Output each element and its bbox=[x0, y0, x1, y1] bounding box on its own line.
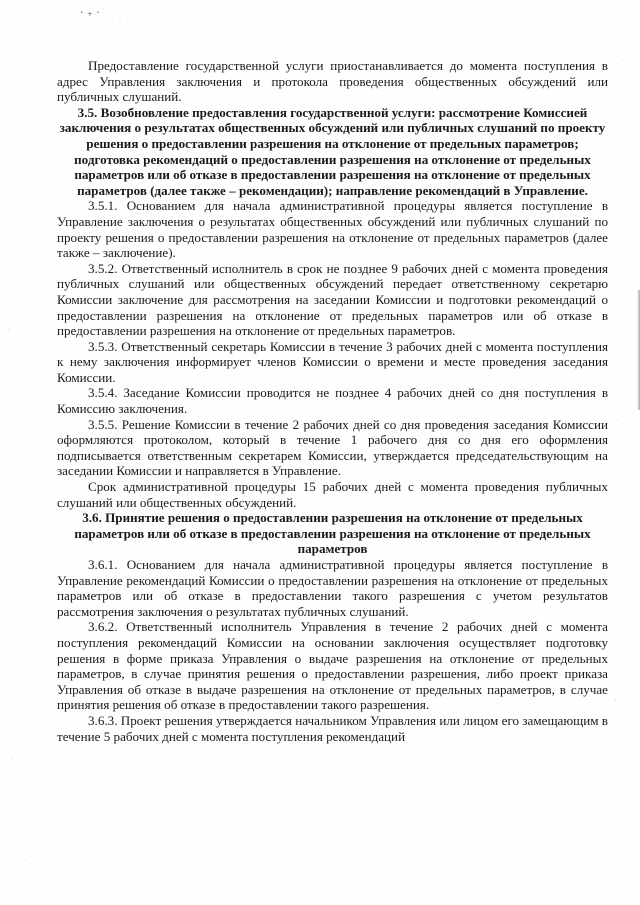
paragraph-3-5-term: Срок административной процедуры 15 рабочих дней с момента проведения публичных слушаний или общественных обсуждений. bbox=[57, 479, 608, 510]
section-heading-3-6: 3.6. Принятие решения о предоставлении разрешения на отклонение от предельных параметров или об отказе в предоставлении разрешения на отклонение от предельных параметров bbox=[74, 510, 591, 557]
paragraph-3-6-3: 3.6.3. Проект решения утверждается начальником Управления или лицом его замещающим в течение 5 рабочих дней с момента поступления рекомендаций bbox=[57, 712, 608, 744]
paragraph-3-5-4: 3.5.4. Заседание Комиссии проводится не позднее 4 рабочих дней со дня поступления в Комиссию заключения. bbox=[57, 385, 608, 417]
paragraph-3-5-1: 3.5.1. Основанием для начала административной процедуры является поступление в Управление заключения о результатах общественных обсуждений или публичных слушаний по проекту решения о предоставлении разрешения на отклонение от предельных параметров (далее также – заключение). bbox=[57, 198, 608, 261]
document-body bbox=[57, 58, 608, 744]
section-heading-3-5: 3.5. Возобновление предоставления государственной услуги: рассмотрение Комиссией заключения о результатах общественных обсуждений или публичных слушаний по проекту решения о предоставлении разрешения на отклонение от предельных параметров; подготовка рекомендаций о предоставлении разрешения на отклонение от предельных параметров или об отказе в предоставлении разрешения на отклонение от предельных параметров (далее также – рекомендации); направление рекомендаций в Управление. bbox=[59, 104, 606, 198]
paragraph-3-5-5: 3.5.5. Решение Комиссии в течение 2 рабочих дней со дня проведения заседания Комиссии оформляются протоколом, который в течение 1 рабочего дня со дня его оформления подписывается ответственным секретарем Комиссии, утверждается председательствующим на заседании Комиссии и направляется в Управление. bbox=[57, 416, 608, 479]
paragraph-3-6-2: 3.6.2. Ответственный исполнитель Управления в течение 2 рабочих дней с момента поступления рекомендаций Комиссии на основании заключения осуществляет подготовку решения в форме приказа Управления о выдаче разрешения на отклонение от предельных параметров, в случае принятия решения о предоставлении разрешения, либо проект приказа Управления об отказе в выдаче разрешения на отклонение от предельных параметров, в случае принятия решения об отказе в предоставлении такого разрешения. bbox=[57, 619, 608, 713]
scan-corner-mark: · ₊ · bbox=[80, 6, 100, 19]
paragraph-3-5-2: 3.5.2. Ответственный исполнитель в срок не позднее 9 рабочих дней с момента проведения публичных слушаний или общественных обсуждений передает ответственному секретарю Комиссии заключение для рассмотрения на заседании Комиссии и подготовки рекомендаций о предоставлении разрешения на отклонение от предельных параметров или об отказе в предоставлении разрешения на отклонение от предельных параметров. bbox=[57, 260, 608, 339]
paragraph-3-5-3: 3.5.3. Ответственный секретарь Комиссии в течение 3 рабочих дней с момента поступления к нему заключения информирует членов Комиссии о времени и месте проведения заседания Комиссии. bbox=[57, 338, 608, 385]
paragraph-suspension: Предоставление государственной услуги приостанавливается до момента поступления в адрес Управления заключения и протокола проведения общественных обсуждений или публичных слушаний. bbox=[57, 58, 608, 105]
paragraph-3-6-1: 3.6.1. Основанием для начала административной процедуры является поступление в Управление рекомендаций Комиссии о предоставлении разрешения на отклонение от предельных параметров или об отказе в предоставлении такого разрешения с учетом результатов рассмотрения заключения о результатах публичных слушаний. bbox=[57, 557, 608, 619]
